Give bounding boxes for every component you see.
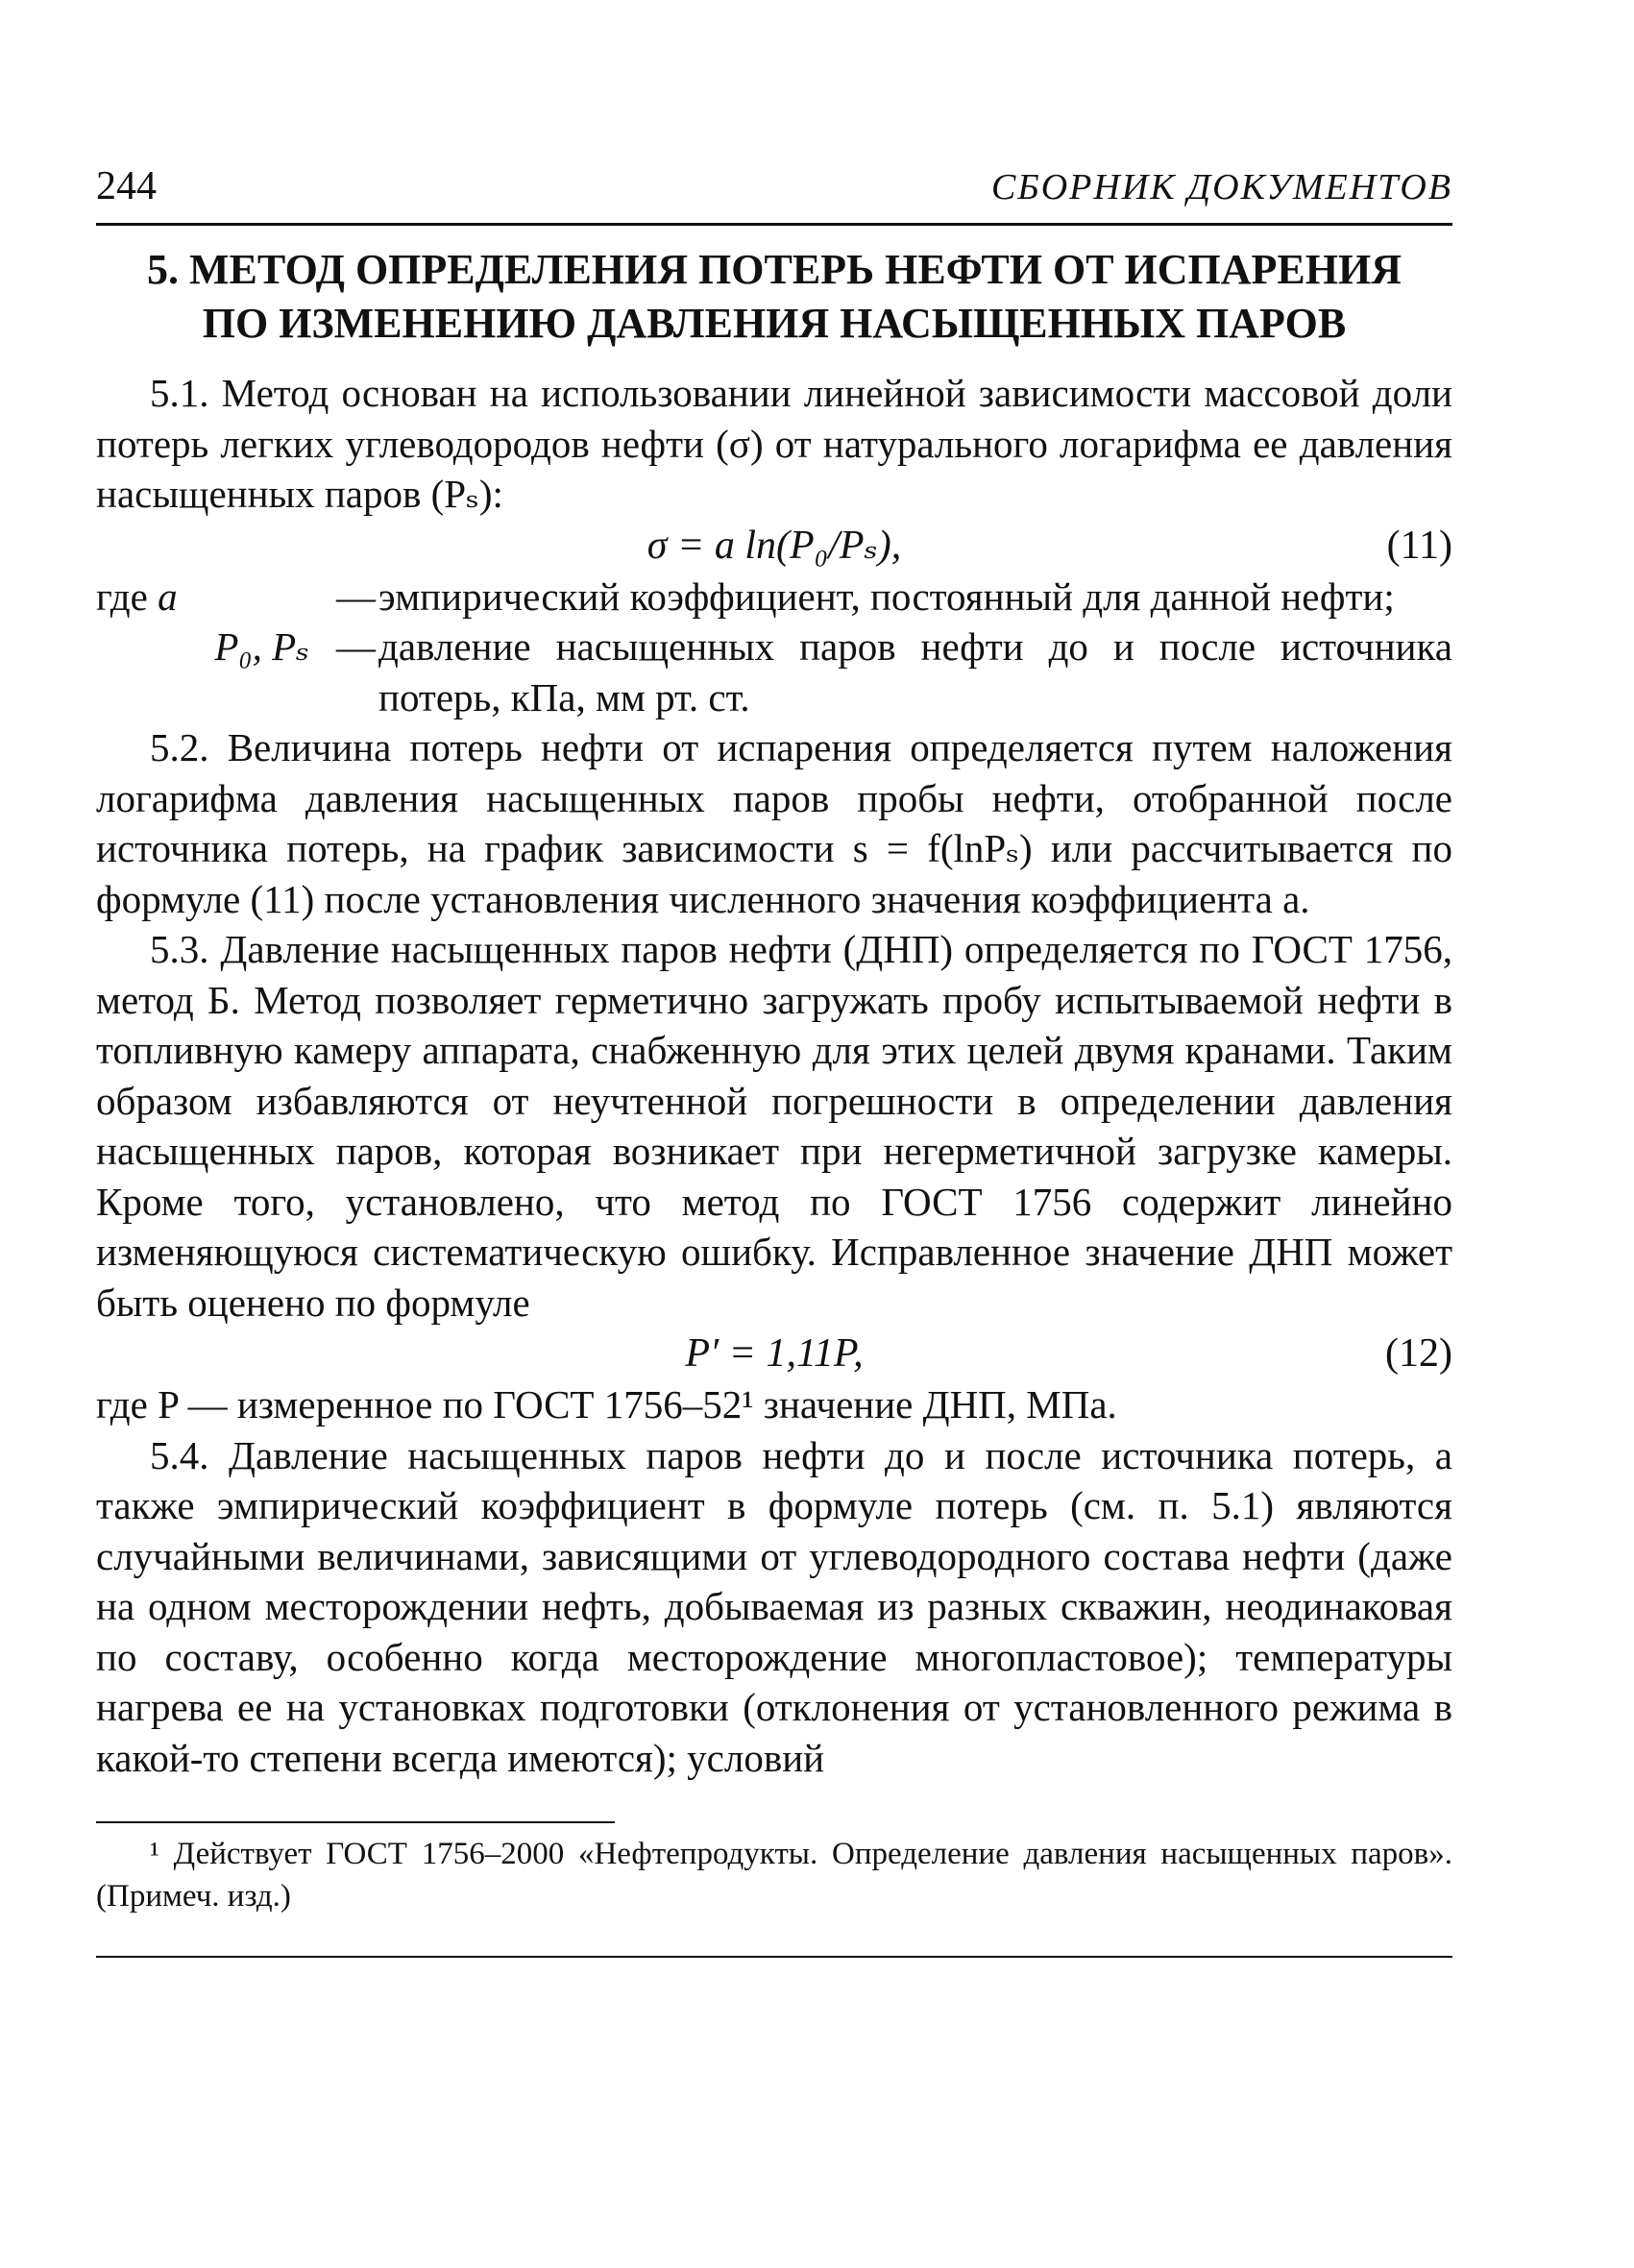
- running-header: [96, 163, 1452, 226]
- formula-12: [96, 1328, 1452, 1379]
- legend-symbol-a: [96, 572, 336, 622]
- formula-11: [96, 520, 1452, 572]
- formula-11-legend: [96, 572, 1452, 723]
- definition-a: эмпирический коэффициент, постоянный для данной нефти;: [378, 573, 1395, 619]
- bottom-divider: [96, 1956, 1452, 1958]
- paragraph-5-1: 5.1. Метод основан на использовании линейной зависимости массовой доли потерь легких углеводородов нефти (σ) от натурального логарифма ее давления насыщенных паров (Pₛ):: [96, 371, 1452, 516]
- formula-12-legend: где P — измеренное по ГОСТ 1756–52¹ значение ДНП, МПа.: [96, 1382, 1117, 1427]
- legend-definition-a: [336, 572, 1452, 622]
- symbol-p0-ps: P₀, Pₛ: [214, 624, 309, 669]
- footnote: ¹ Действует ГОСТ 1756–2000 «Нефтепродукты. Определение давления насыщенных паров». (Примеч. изд.): [96, 1837, 1452, 1914]
- legend-dash: —: [336, 624, 376, 669]
- legend-lead: где: [96, 573, 148, 619]
- formula-11-number: (11): [1386, 523, 1452, 568]
- symbol-a: a: [158, 573, 178, 619]
- definition-p0-ps: давление насыщенных паров нефти до и после источника потерь, кПа, мм рт. ст.: [378, 624, 1452, 719]
- formula-12-number: (12): [1385, 1331, 1452, 1376]
- paragraph-5-4: 5.4. Давление насыщенных паров нефти до и после источника потерь, а также эмпирический коэффициент в формуле потерь (см. п. 5.1) являются случайными величинами, зависящими от углеводородного состава нефти (даже на одном месторождении нефть, добываемая из разных скважин, неодинаковая по составу, особенно когда месторождение многопластовое); температуры нагрева ее на установках подготовки (отклонения от установленного режима в какой-то степени всегда имеются); условий: [96, 1432, 1452, 1780]
- paragraph-5-2: 5.2. Величина потерь нефти от испарения определяется путем наложения логарифма давления насыщенных паров пробы нефти, отобранной после источника потерь, на график зависимости s = f(lnPₛ) или рассчитывается по формуле (11) после установления численного значения коэффициента a.: [96, 725, 1452, 921]
- running-title: СБОРНИК ДОКУМЕНТОВ: [990, 167, 1452, 207]
- document-page: [96, 163, 1452, 1958]
- section-title-line-2: ПО ИЗМЕНЕНИЮ ДАВЛЕНИЯ НАСЫЩЕННЫХ ПАРОВ: [202, 300, 1347, 347]
- formula-12-expression: P′ = 1,11P,: [685, 1331, 864, 1376]
- footnote-divider: [96, 1821, 615, 1823]
- legend-dash: —: [336, 573, 376, 619]
- section-title-line-1: 5. МЕТОД ОПРЕДЕЛЕНИЯ ПОТЕРЬ НЕФТИ ОТ ИСПАРЕНИЯ: [147, 246, 1402, 293]
- formula-11-expression: σ = a ln(P₀/Pₛ),: [646, 523, 902, 568]
- page-number: 244: [96, 164, 157, 208]
- section-title: [96, 243, 1452, 351]
- paragraph-5-3: 5.3. Давление насыщенных паров нефти (ДНП) определяется по ГОСТ 1756, метод Б. Метод позволяет герметично загружать пробу испытываемой нефти в топливную камеру аппарата, снабженную для этих целей двумя кранами. Таким образом избавляются от неучтенной погрешности в определении давления насыщенных паров, которая возникает при негерметичной загрузке камеры. Кроме того, установлено, что метод по ГОСТ 1756 содержит линейно изменяющуюся систематическую ошибку. Исправленное значение ДНП может быть оценено по формуле: [96, 927, 1452, 1325]
- legend-definition-p: [336, 622, 1452, 722]
